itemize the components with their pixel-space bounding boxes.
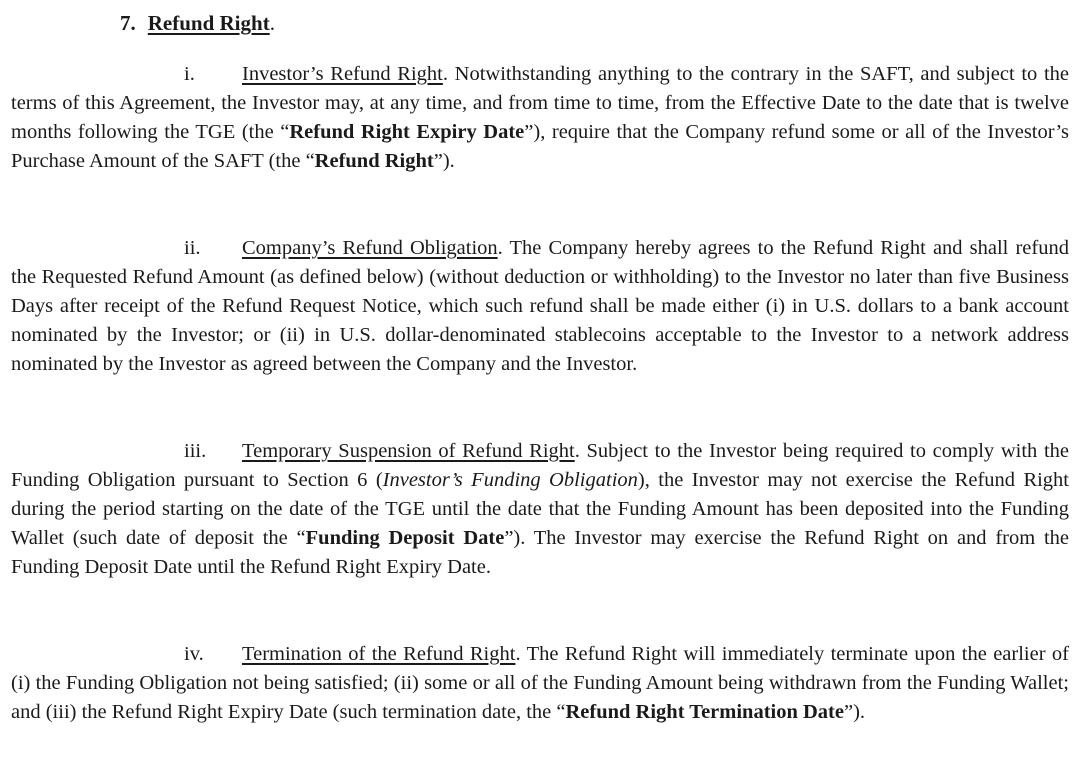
clause-temporary-suspension xyxy=(11,437,1069,582)
clause-text: ), the Investor may not exercise the Refund Right during the period starting on the date of the TGE until the date that the Funding Amount has been deposited into the Funding Wallet (such date of deposit the “ xyxy=(11,469,1070,549)
clause-investors-refund-right xyxy=(11,60,1069,176)
section-number: 7. xyxy=(120,11,136,35)
section-title-period: . xyxy=(269,11,275,35)
clause-text: ”), require that the Company refund some or all of the Investor’s Purchase Amount of the SAFT (the “ xyxy=(11,121,1069,172)
defined-term: Refund Right xyxy=(314,150,434,172)
clause-text: ”). xyxy=(433,150,455,172)
clause-numeral: ii. xyxy=(184,237,201,259)
clause-text: . Notwithstanding anything to the contrary in the SAFT, and subject to the terms of this Agreement, the Investor may, at any time, and from time to time, from the Effective Date to the date that is twelve months following the TGE (the “ xyxy=(11,63,1069,143)
cross-reference: Investor’s Funding Obligation xyxy=(382,469,638,491)
defined-term: Funding Deposit Date xyxy=(305,527,505,549)
clause-heading: Termination of the Refund Right xyxy=(242,643,516,665)
clause-numeral: iv. xyxy=(184,643,204,665)
clause-text: . Subject to the Investor being required to comply with the Funding Obligation pursuant to Section 6 ( xyxy=(11,440,1069,491)
clause-text: . The Company hereby agrees to the Refund Right and shall refund the Requested Refund Amount (as defined below) (without deduction or withholding) to the Investor no later than five Business Days after receipt of the Refund Request Notice, which such refund shall be made either (i) in U.S. dollars to a bank account nominated by the Investor; or (ii) in U.S. dollar-denominated stablecoins acceptable to the Investor to a network address nominated by the Investor as agreed between the Company and the Investor. xyxy=(11,237,1069,375)
clause-numeral: i. xyxy=(184,63,195,85)
clause-heading: Temporary Suspension of Refund Right xyxy=(242,440,575,462)
clause-numeral: iii. xyxy=(184,440,207,462)
section-heading xyxy=(120,9,275,38)
clause-heading: Investor’s Refund Right xyxy=(242,63,443,85)
section-title: Refund Right xyxy=(147,11,270,35)
clause-companys-refund-obligation xyxy=(11,234,1069,379)
clause-text: ”). xyxy=(843,701,866,723)
defined-term: Refund Right Expiry Date xyxy=(289,121,525,143)
clause-termination-of-refund-right xyxy=(11,640,1069,727)
clause-text: ”). The Investor may exercise the Refund Right on and from the Funding Deposit Date until the Refund Right Expiry Date. xyxy=(11,527,1070,578)
clause-text: . The Refund Right will immediately terminate upon the earlier of (i) the Funding Obligation not being satisfied; (ii) some or all of the Funding Amount being withdrawn from the Funding Wallet; and (iii) the Refund Right Expiry Date (such termination date, the “ xyxy=(11,643,1069,723)
defined-term: Refund Right Termination Date xyxy=(565,701,844,723)
clause-heading: Company’s Refund Obligation xyxy=(242,237,498,259)
